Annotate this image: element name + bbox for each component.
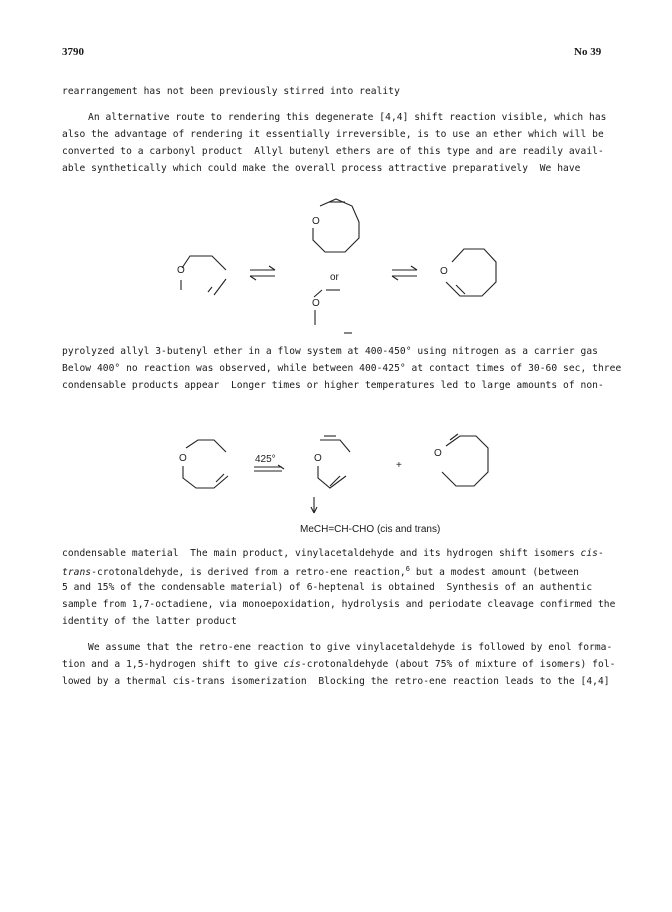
- scheme2-temperature: 425°: [255, 454, 276, 465]
- page-number: 3790: [62, 46, 84, 58]
- scheme1-oxygen-bottom: O: [312, 298, 320, 309]
- para4-line5: identity of the latter product: [62, 616, 237, 627]
- scheme1-equilibrium-arrow-right: [392, 266, 417, 280]
- para3-line2: Below 400° no reaction was observed, while between 400-425° at contact times of 30-60 sec, three: [62, 363, 622, 374]
- para4-line3: 5 and 15% of the condensable material) of 6-heptenal is obtained Synthesis of an authentic: [62, 582, 593, 593]
- scheme2-allyl-butenyl-ether: [179, 440, 228, 488]
- para5-line2: tion and a 1,5-hydrogen shift to give cis-crotonaldehyde (about 75% of mixture of isomers) fol-: [62, 659, 616, 670]
- scheme1-oxygen-right: O: [440, 266, 448, 277]
- scheme1-oxygen-top: O: [312, 216, 320, 227]
- scheme2-oxygen-end: O: [434, 448, 442, 459]
- scheme2-retro-ene-transition-state: [314, 436, 350, 488]
- scheme1-oxygen-left: O: [177, 265, 185, 276]
- para2-line4: able synthetically which could make the overall process attractive preparatively We have: [62, 163, 581, 174]
- scheme2-plus: +: [396, 460, 402, 471]
- scheme1-eight-membered-ring-right: [440, 249, 496, 296]
- para4-line4: sample from 1,7-octadiene, via monoepoxidation, hydrolysis and periodate cleavage confirmed the: [62, 599, 616, 610]
- para4-line2: trans-crotonaldehyde, is derived from a retro-ene reaction,$^6$ but a modest amount (between: [62, 565, 579, 579]
- para2-line1: An alternative route to rendering this degenerate [4,4] shift reaction visible, which has: [88, 112, 607, 123]
- scheme2-six-heptenal-ring: [434, 434, 488, 486]
- scheme2-reaction-arrow: [254, 465, 284, 471]
- para3-line3: condensable products appear Longer times or higher temperatures led to large amounts of non-: [62, 380, 604, 391]
- scheme1-open-chain-ether: [177, 256, 226, 295]
- scheme1-alternative-fragment: [312, 290, 352, 333]
- scheme1-or: or: [330, 272, 339, 283]
- para1-line1: rearrangement has not been previously stirred into reality: [62, 86, 400, 97]
- para5-line1: We assume that the retro-ene reaction to give vinylacetaldehyde is followed by enol forma-: [88, 642, 613, 653]
- scheme1-eight-membered-ring-top: [312, 199, 359, 252]
- para3-line1: pyrolyzed allyl 3-butenyl ether in a flow system at 400-450° using nitrogen as a carrier gas: [62, 346, 598, 357]
- issue-number: No 39: [574, 46, 602, 58]
- scheme2-down-arrow: [311, 497, 317, 513]
- reference-6: 6: [405, 565, 411, 573]
- scheme2-oxygen-start: O: [179, 453, 187, 464]
- para2-line3: converted to a carbonyl product Allyl butenyl ethers are of this type and are readily avail-: [62, 146, 604, 157]
- scheme2-product-caption: MeCH=CH-CHO (cis and trans): [300, 524, 441, 535]
- para2-line2: also the advantage of rendering it essentially irreversible, is to use an ether which will be: [62, 129, 604, 140]
- scheme1-equilibrium-arrow-left: [250, 266, 275, 280]
- para5-line3: lowed by a thermal cis-trans isomerization Blocking the retro-ene reaction leads to the [4,4]: [62, 676, 610, 687]
- para4-line1: condensable material The main product, vinylacetaldehyde and its hydrogen shift isomers cis-: [62, 548, 604, 559]
- scheme2-oxygen-middle: O: [314, 453, 322, 464]
